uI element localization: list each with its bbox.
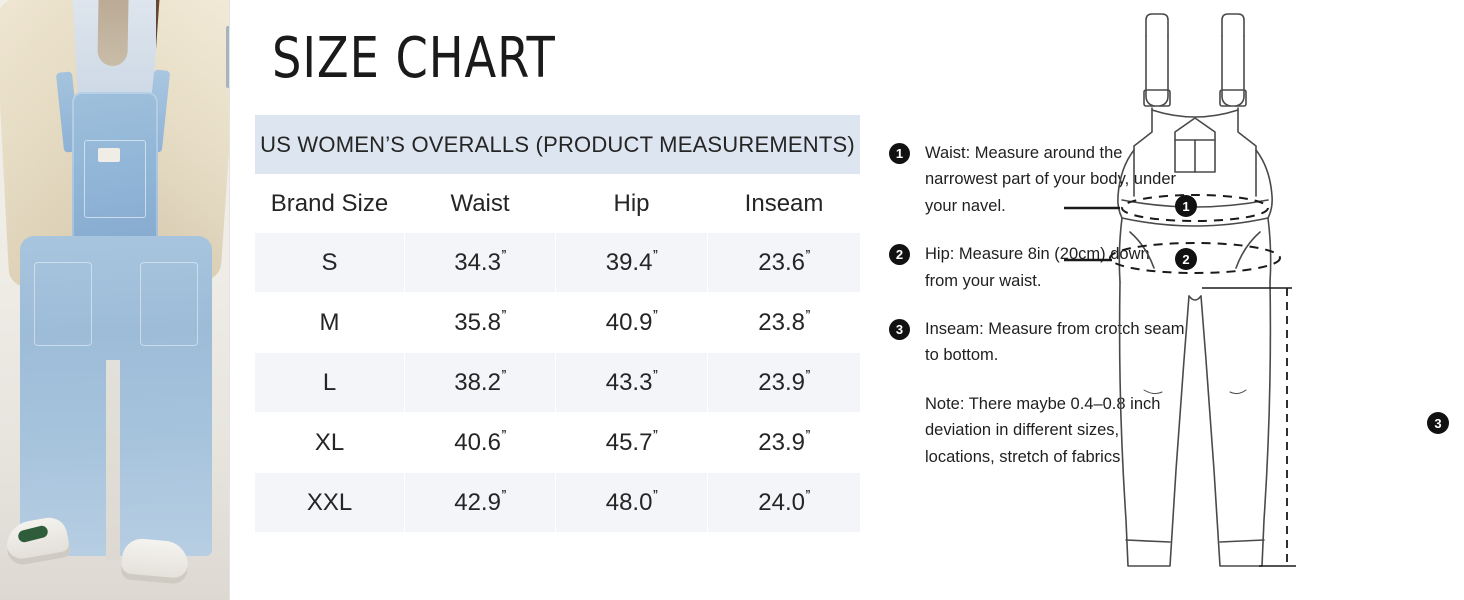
table-row <box>255 353 861 413</box>
diagram-marker-hip: 2 <box>1175 248 1197 270</box>
table-row <box>255 293 861 353</box>
overalls-line-art <box>1034 0 1464 600</box>
cell-size: S <box>255 233 405 293</box>
unit-mark: ’’ <box>500 308 506 325</box>
cell-hip: 43.3’’ <box>556 353 708 413</box>
cell-size: XL <box>255 413 405 473</box>
table-row <box>255 413 861 473</box>
unit-mark: ’’ <box>500 368 506 385</box>
cell-size: M <box>255 293 405 353</box>
note-marker-1-icon: 1 <box>889 143 910 164</box>
overall-pocket-right <box>140 262 198 346</box>
cell-hip: 45.7’’ <box>556 413 708 473</box>
cell-hip: 39.4’’ <box>556 233 708 293</box>
diagram-marker-waist: 1 <box>1175 195 1197 217</box>
cell-inseam: 23.8’’ <box>708 293 861 353</box>
size-table-wrapper <box>254 114 860 533</box>
overall-pocket-left <box>34 262 92 346</box>
column-header-brand-size: Brand Size <box>255 175 405 233</box>
column-header-hip: Hip <box>556 175 708 233</box>
cell-size: XXL <box>255 473 405 533</box>
table-caption-row <box>255 115 861 175</box>
cell-hip: 48.0’’ <box>556 473 708 533</box>
disclaimer-text: Note: There maybe 0.4–0.8 inch deviation in different sizes, locations, stretch of fabrics. <box>925 394 1161 466</box>
note-hip-text: Hip: Measure 8in (20cm) down from your waist. <box>925 245 1150 290</box>
column-header-waist: Waist <box>405 175 556 233</box>
product-photo <box>0 0 230 600</box>
unit-mark: ’’ <box>652 488 658 505</box>
unit-mark: ’’ <box>804 428 810 445</box>
cell-waist: 34.3’’ <box>405 233 556 293</box>
table-row <box>255 473 861 533</box>
cell-size: L <box>255 353 405 413</box>
unit-mark: ’’ <box>804 308 810 325</box>
unit-mark: ’’ <box>500 248 506 265</box>
unit-mark: ’’ <box>652 248 658 265</box>
note-marker-2-icon: 2 <box>889 244 910 265</box>
brand-label <box>98 148 120 162</box>
unit-mark: ’’ <box>500 428 506 445</box>
size-table <box>254 114 861 533</box>
cell-hip: 40.9’’ <box>556 293 708 353</box>
unit-mark: ’’ <box>804 248 810 265</box>
cell-waist: 35.8’’ <box>405 293 556 353</box>
cell-inseam: 24.0’’ <box>708 473 861 533</box>
unit-mark: ’’ <box>652 308 658 325</box>
pants-leg-gap <box>106 360 120 560</box>
cell-waist: 40.6’’ <box>405 413 556 473</box>
table-header-row <box>255 175 861 233</box>
cell-inseam: 23.9’’ <box>708 353 861 413</box>
note-waist-text: Waist: Measure around the narrowest part of your body, under your navel. <box>925 144 1176 215</box>
table-row <box>255 233 861 293</box>
column-header-inseam: Inseam <box>708 175 861 233</box>
unit-mark: ’’ <box>804 488 810 505</box>
cell-inseam: 23.9’’ <box>708 413 861 473</box>
page-title: SIZE CHART <box>272 26 556 91</box>
model-neckline <box>97 0 128 66</box>
diagram-marker-inseam: 3 <box>1427 412 1449 434</box>
table-caption: US WOMEN’S OVERALLS (PRODUCT MEASUREMENTS) <box>255 115 861 175</box>
overalls-diagram <box>1034 0 1464 600</box>
cell-waist: 42.9’’ <box>405 473 556 533</box>
cell-waist: 38.2’’ <box>405 353 556 413</box>
note-marker-3-icon: 3 <box>889 319 910 340</box>
cell-inseam: 23.6’’ <box>708 233 861 293</box>
note-inseam-text: Inseam: Measure from crotch seam to bottom. <box>925 319 1185 365</box>
unit-mark: ’’ <box>652 428 658 445</box>
unit-mark: ’’ <box>500 488 506 505</box>
unit-mark: ’’ <box>804 368 810 385</box>
unit-mark: ’’ <box>652 368 658 385</box>
